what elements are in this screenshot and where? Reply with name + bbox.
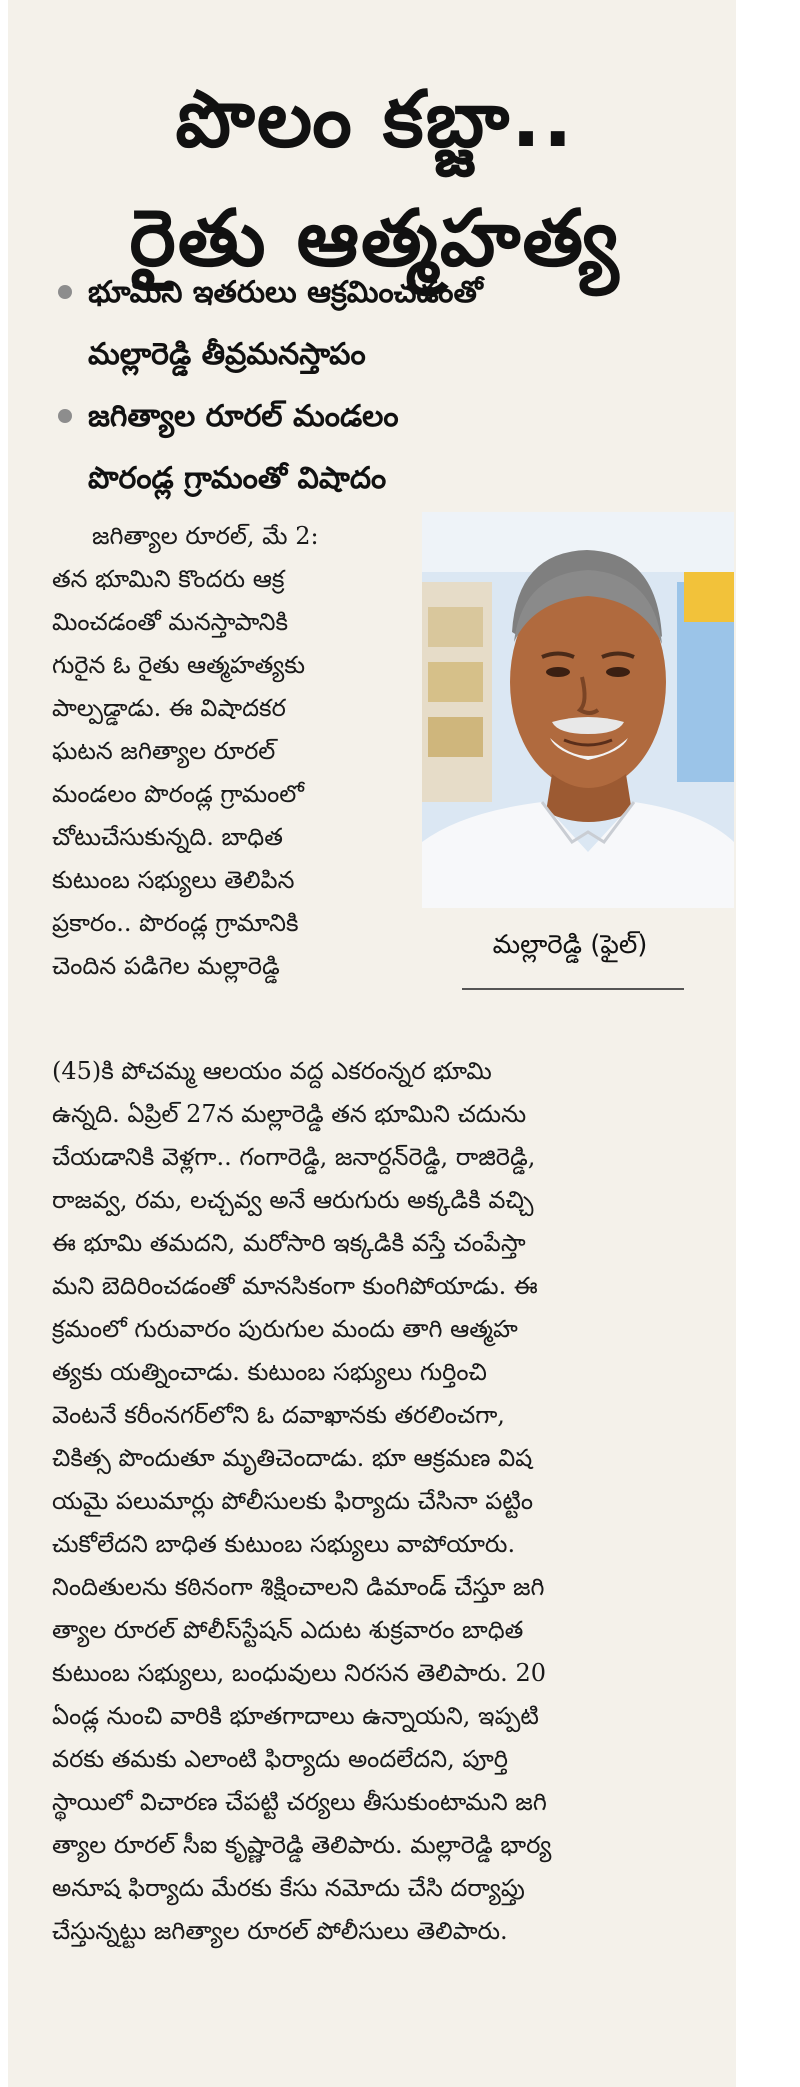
bullet-item [50,386,710,510]
bullet-dot-icon [58,285,72,299]
article-line: త్యాల రూరల్ సీఐ కృష్ణారెడ్డి తెలిపారు. మల్లారెడ్డి భార్య [52,1831,552,1859]
bullet-dot-icon [58,409,72,423]
article-line: చేస్తున్నట్టు జగిత్యాల రూరల్ పోలీసులు తెలిపారు. [52,1917,508,1945]
article-line: ఉన్నది. ఏప్రిల్ 27న మల్లారెడ్డి తన భూమిని చదును [52,1100,527,1128]
article-line: వెంటనే కరీంనగర్‌లోని ఓ దవాఖానకు తరలించగా, [52,1401,505,1429]
article-body-full [52,1050,724,1953]
article-line: ఈ భూమి తమదని, మరోసారి ఇక్కడికి వస్తే చంపేస్తా [52,1229,526,1257]
article-line: ఘటన జగిత్యాల రూరల్ [52,737,276,765]
article-line: ఏండ్ల నుంచి వారికి భూతగాదాలు ఉన్నాయని, ఇప్పటి [52,1702,539,1730]
portrait-illustration [422,512,734,908]
article-line: నిందితులను కఠినంగా శిక్షించాలని డిమాండ్ చేస్తూ జగి [52,1573,545,1601]
bullet-text: పొరండ్ల గ్రామంతో విషాదం [88,461,387,496]
bullet-text: జగిత్యాల రూరల్ మండలం [88,399,399,434]
article-line: చెందిన పడిగెల మల్లారెడ్డి [52,952,280,980]
article-line: రాజవ్వ, రమ, లచ్చవ్వ అనే ఆరుగురు అక్కడికి వచ్చి [52,1186,534,1214]
article-line: చోటుచేసుకున్నది. బాధిత [52,823,283,851]
farmer-photo [422,512,734,908]
photo-caption: మల్లారెడ్డి (ఫైల్) [492,930,648,960]
article-line: మని బెదిరించడంతో మానసికంగా కుంగిపోయాడు. ఈ [52,1272,538,1300]
article-line: చేయడానికి వెళ్లగా.. గంగారెడ్డి, జనార్దన్‌రెడ్డి, రాజిరెడ్డి, [52,1143,536,1171]
article-line: స్థాయిలో విచారణ చేపట్టి చర్యలు తీసుకుంటామని జగి [52,1788,547,1816]
article-line: మండలం పొరండ్ల గ్రామంలో [52,780,304,808]
article-line: కుటుంబ సభ్యులు తెలిపిన [52,866,295,894]
article-line: చికిత్స పొందుతూ మృతిచెందాడు. భూ ఆక్రమణ విష [52,1444,533,1472]
article-line: క్రమంలో గురువారం పురుగుల మందు తాగి ఆత్మహ [52,1315,518,1343]
headline-line-2: రైతు ఆత్మహత్య [129,194,621,285]
article-line: (45)కి పోచమ్మ ఆలయం వద్ద ఎకరంన్నర భూమి [52,1057,492,1085]
bullet-text: భూమిని ఇతరులు ఆక్రమించడంతో [88,275,483,310]
headline-line-1: పొలం కబ్జా.. [175,75,575,166]
bullet-item [50,262,710,386]
article-line: పాల్పడ్డాడు. ఈ విషాదకర [52,694,286,722]
article-line: జగిత్యాల రూరల్, మే 2: [92,522,319,550]
article-line: చుకోలేదని బాధిత కుటుంబ సభ్యులు వాపోయారు. [52,1530,516,1558]
article-line: గురైన ఓ రైతు ఆత్మహత్యకు [52,651,306,679]
caption-divider [462,988,684,990]
article-line: తన భూమిని కొందరు ఆక్ర [52,565,285,593]
article-line: అనూష ఫిర్యాదు మేరకు కేసు నమోదు చేసి దర్యాప్తు [52,1874,525,1902]
article-line: ప్రకారం.. పొరండ్ల గ్రామానికి [52,909,299,937]
article-line: మించడంతో మనస్తాపానికి [52,608,289,636]
article-line: యమై పలుమార్లు పోలీసులకు ఫిర్యాదు చేసినా పట్టిం [52,1487,534,1515]
article-body-narrow [52,515,407,988]
article-line: త్యకు యత్నించాడు. కుటుంబ సభ్యులు గుర్తించి [52,1358,487,1386]
article-line: త్యాల రూరల్ పోలీస్‌స్టేషన్ ఎదుట శుక్రవారం బాధిత [52,1616,524,1644]
article-line: వరకు తమకు ఎలాంటి ఫిర్యాదు అందలేదని, పూర్తి [52,1745,508,1773]
bullet-text: మల్లారెడ్డి తీవ్రమనస్తాపం [88,337,366,372]
article-line: కుటుంబ సభ్యులు, బంధువులు నిరసన తెలిపారు. 20 [52,1659,546,1687]
summary-bullets [50,262,710,510]
